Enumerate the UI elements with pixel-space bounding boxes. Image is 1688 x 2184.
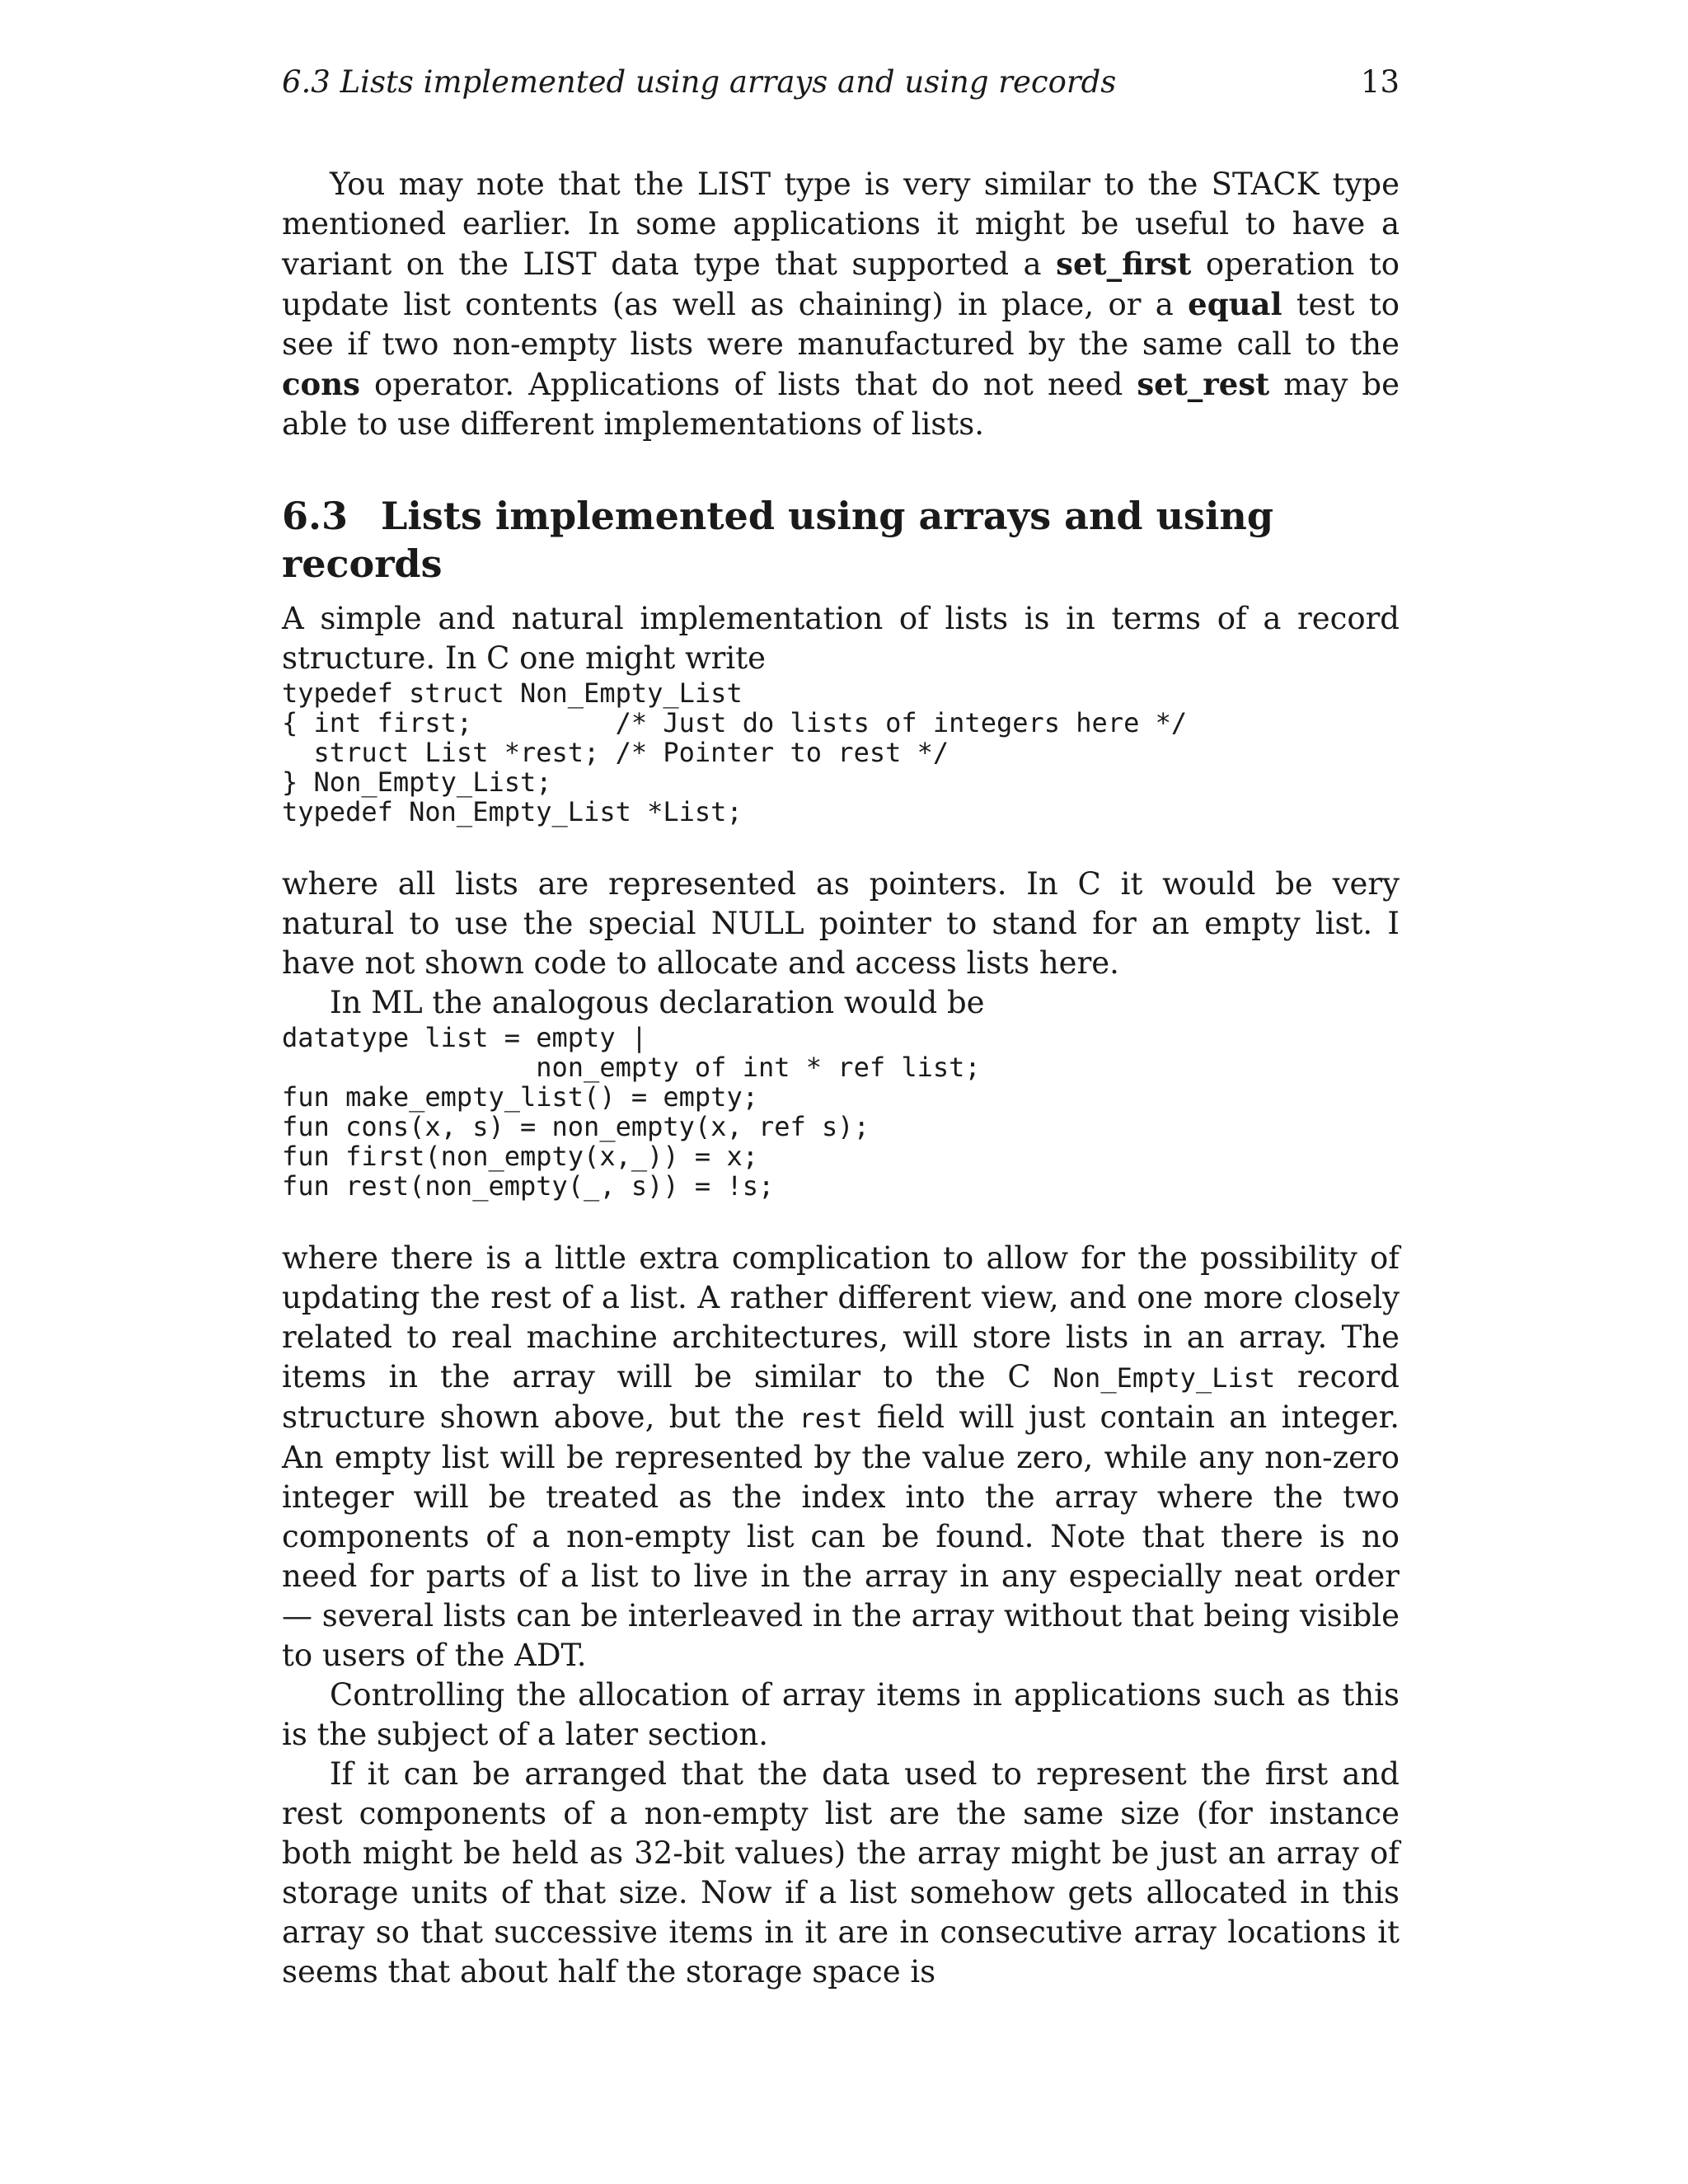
para-record-structure: A simple and natural implementation of lists is in terms of a record structure. In C one might write (282, 601, 1400, 676)
code-c-struct: typedef struct Non_Empty_List { int first; /* Just do lists of integers here */ struct List *rest; /* Pointer to rest */ } Non_Empty_List; (282, 677, 1188, 798)
intro-paragraph: You may note that the LIST type is very similar to the STACK type mentioned earlier. In some applications it might be useful to have a variant on the LIST data type that supported a set_first operation to update list contents (as well as chaining) in place, or a equal test to see if two non-empty lists were manufactured by the same call to the cons operator. Applications of lists that do not need set_rest may be able to use different implementations of lists. (282, 166, 1400, 442)
document-page (282, 58, 1400, 1992)
para-pointers: where all lists are represented as pointers. In C it would be very natural to use the special NULL pointer to stand for an empty list. I have not shown code to allocate and access lists here. (282, 866, 1400, 981)
code-c-typedef: typedef Non_Empty_List *List; (282, 796, 743, 827)
term-cons: cons (282, 366, 360, 402)
para-array-representation: where there is a little extra complication to allow for the possibility of updating the rest of a list. A rather different view, and one more closely related to real machine architectures, will store lists in an array. The items in the array will be similar to the C Non_Empty_List record structure shown above, but the rest field will just contain an integer. An empty list will be represented by the value zero, while any non-zero integer will be treated as the index into the array where the two components of a non-empty list can be found. Note that there is no need for parts of a list to live in the array in any especially neat order — several lists can be interleaved in the array without that being visible to users of the ADT. (282, 1240, 1400, 1673)
code-term-rest: rest (799, 1403, 863, 1434)
section-heading (282, 492, 1400, 588)
para-ml-intro: In ML the analogous declaration would be (330, 985, 985, 1020)
term-set-rest: set_rest (1137, 366, 1270, 402)
code-term-non-empty-list: Non_Empty_List (1053, 1362, 1276, 1394)
term-set-first: set_first (1056, 246, 1192, 282)
page-number: 13 (1360, 64, 1400, 100)
code-ml-datatype: datatype list = empty | non_empty of int * ref list; fun make_empty_list() = empty; fun cons(x, s) = non_empty(x, ref s); fun first(non_empty(x,_)) = x; fun rest(non_empty(_, s)) = !s; (282, 1022, 981, 1202)
section-number: 6.3 (282, 494, 349, 538)
running-title: 6.3 Lists implemented using arrays and using records (282, 64, 1117, 100)
para-storage: If it can be arranged that the data used to represent the first and rest components of a non-empty list are the same size (for instance both might be held as 32-bit values) the array might be just an array of storage units of that size. Now if a list somehow gets allocated in this array so that successive items in it are in consecutive array locations it seems that about half the storage space is (282, 1756, 1400, 1990)
section-title: Lists implemented using arrays and using records (282, 494, 1274, 586)
para-allocation: Controlling the allocation of array items in applications such as this is the subject of a later section. (282, 1677, 1400, 1752)
term-equal: equal (1188, 286, 1282, 322)
running-header (282, 58, 1400, 107)
